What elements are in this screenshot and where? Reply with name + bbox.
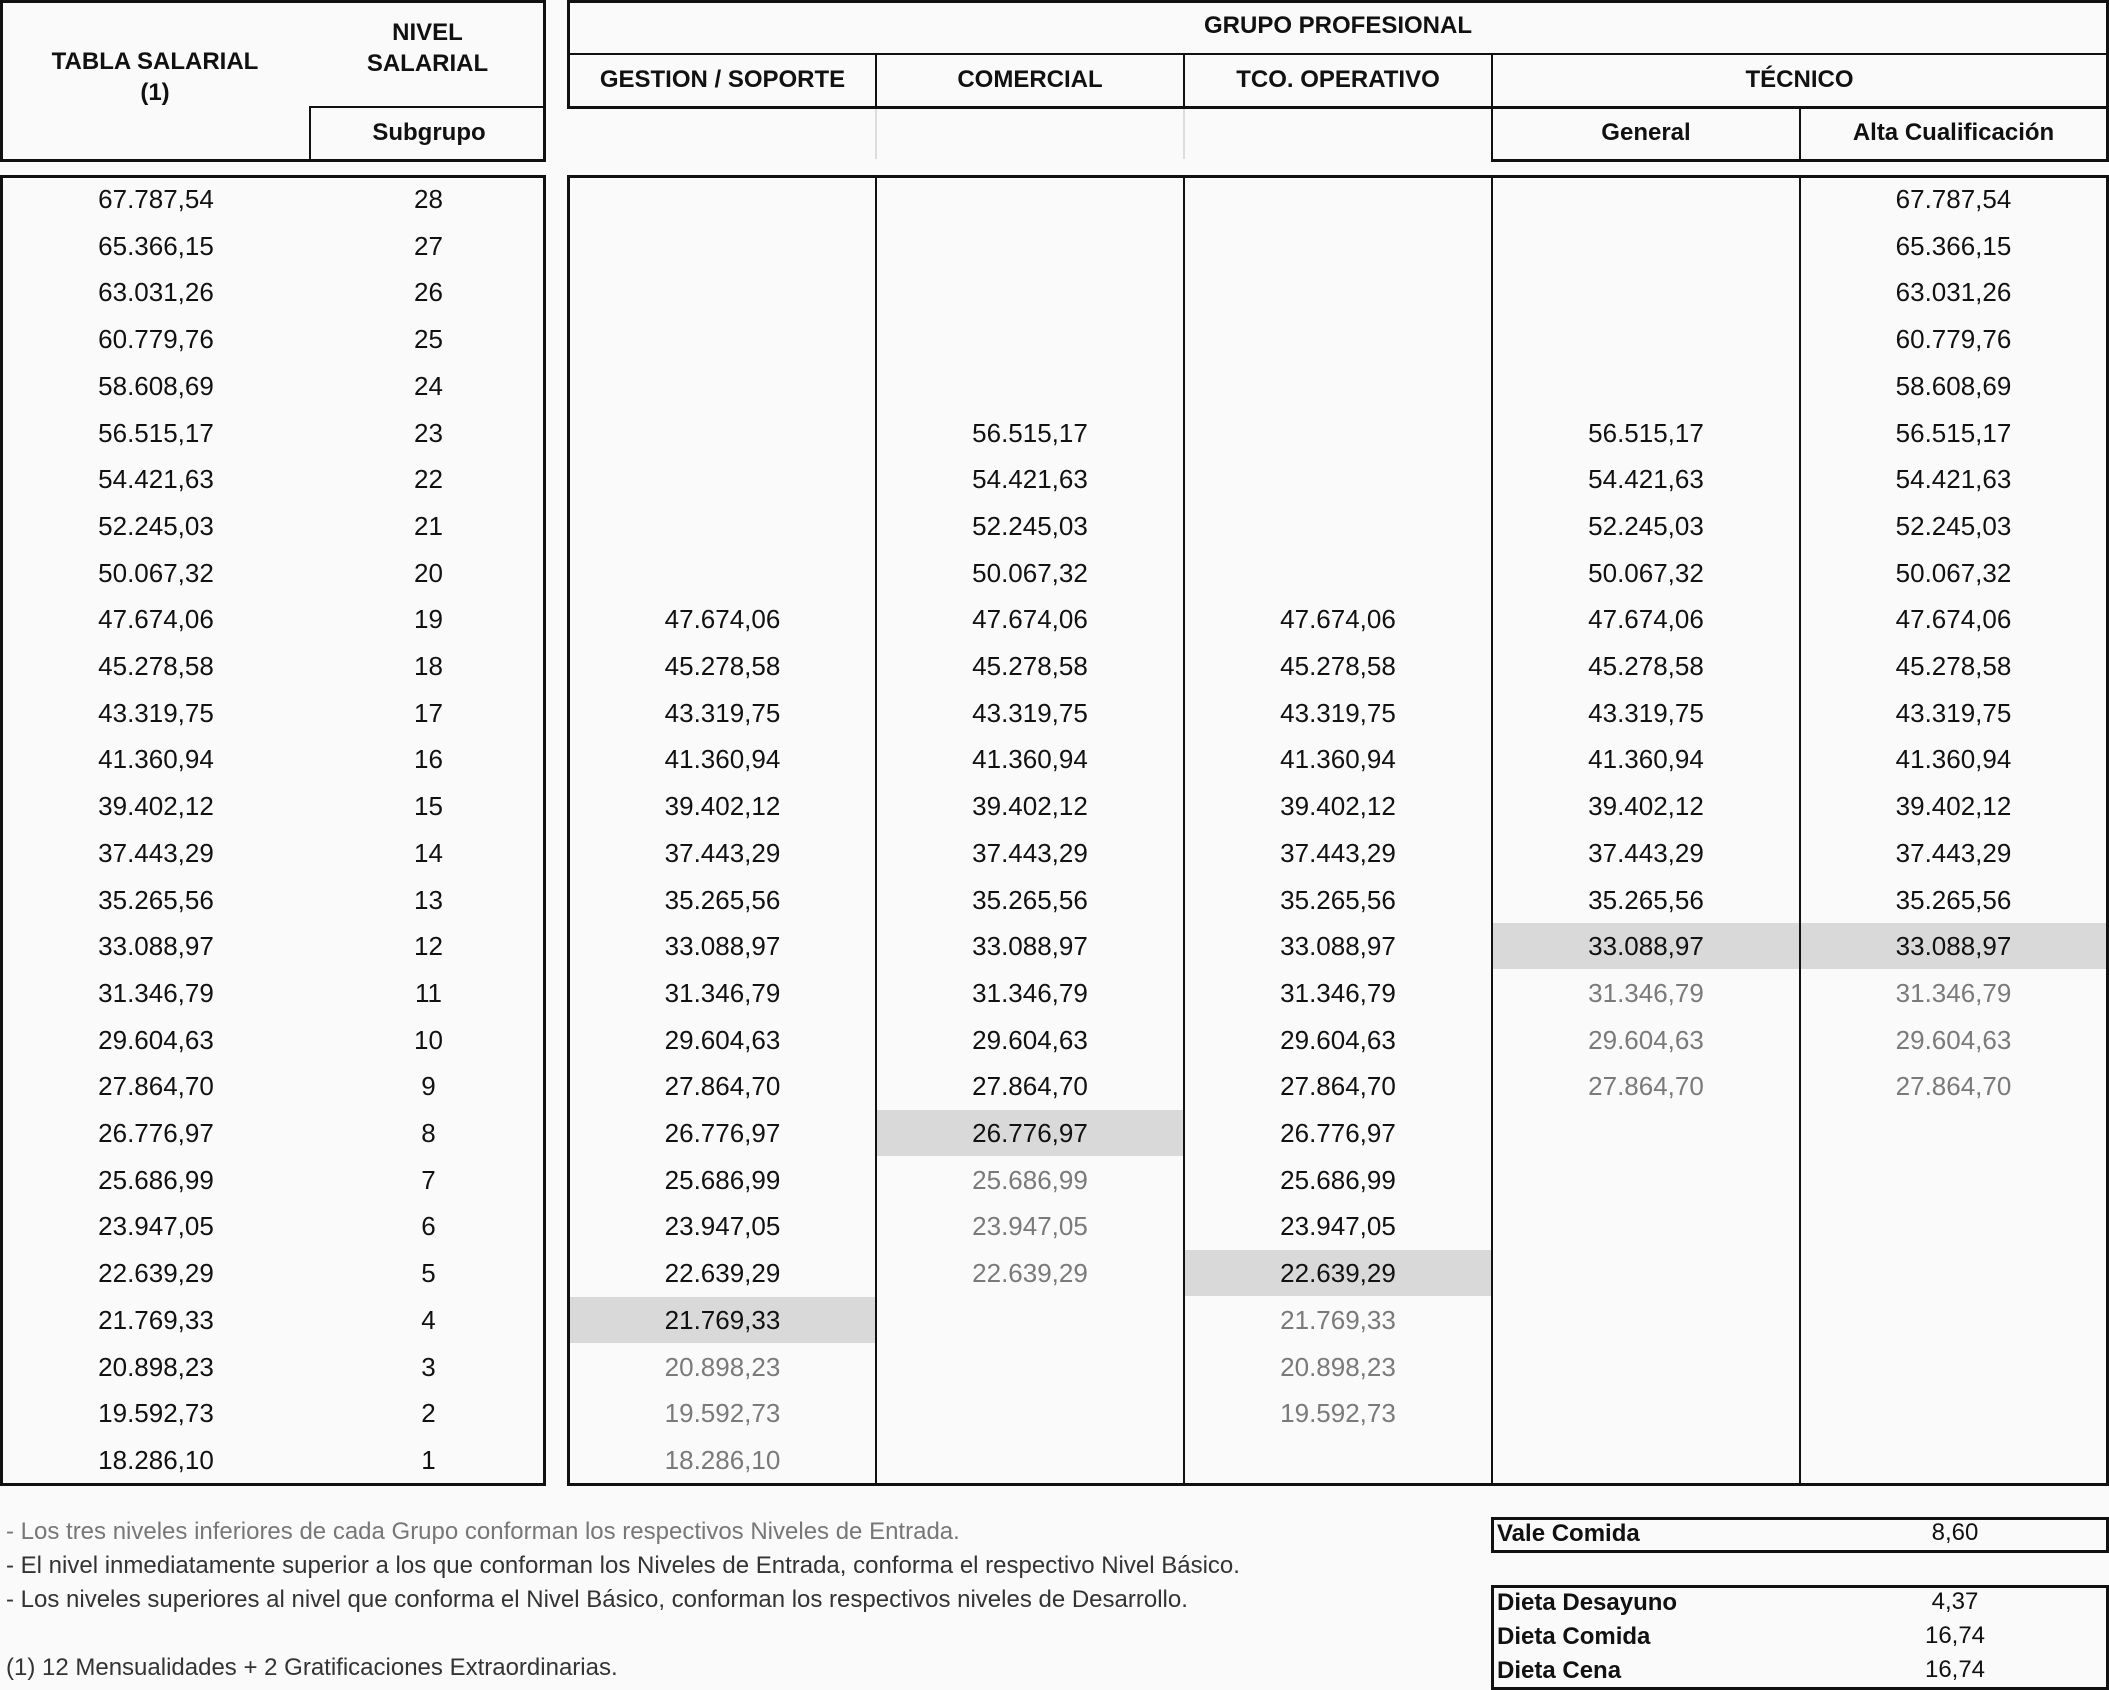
vale-comida-value: 8,60	[1931, 1519, 1979, 1546]
tco-cell: 29.604,63	[1280, 1024, 1396, 1055]
tco-cell: 20.898,23	[1280, 1351, 1396, 1382]
salary-cell: 67.787,54	[98, 184, 214, 214]
alta-cell: 43.319,75	[1895, 697, 2012, 728]
gestion-cell: 45.278,58	[664, 651, 781, 681]
alta-cell: 45.278,58	[1895, 651, 2012, 681]
comercial-cell: 41.360,94	[972, 744, 1088, 775]
salary-cell: 37.443,29	[98, 837, 214, 868]
salary-cell: 60.779,76	[98, 324, 214, 355]
comercial-cell: 56.515,17	[972, 417, 1088, 448]
gestion-cell: 31.346,79	[664, 977, 781, 1008]
nivel-cell: 8	[421, 1118, 436, 1148]
gestion-cell: 22.639,29	[664, 1258, 781, 1289]
left-header-divider	[309, 106, 311, 162]
alta-cell: 67.787,54	[1895, 184, 2012, 214]
nivel-cell: 25	[414, 324, 443, 355]
comercial-cell: 29.604,63	[972, 1024, 1088, 1055]
gestion-cell: 21.769,33	[570, 1297, 875, 1343]
general-cell: 29.604,63	[1588, 1024, 1704, 1055]
note-niveles-entrada: - Los tres niveles inferiores de cada Grupo conforman los respectivos Niveles de Entrada.	[6, 1518, 960, 1545]
general-cell: 41.360,94	[1588, 744, 1704, 775]
salary-cell: 31.346,79	[98, 977, 214, 1008]
tco-cell: 43.319,75	[1280, 697, 1396, 728]
salary-cell: 20.898,23	[98, 1351, 214, 1382]
alta-cell: 63.031,26	[1895, 277, 2012, 308]
tco-cell: 31.346,79	[1280, 977, 1396, 1008]
comercial-cell: 54.421,63	[972, 464, 1088, 495]
alta-cell: 65.366,15	[1895, 230, 2012, 261]
general-cell: 47.674,06	[1588, 604, 1704, 635]
dieta-cena-label: Dieta Cena	[1497, 1657, 1622, 1684]
general-cell: 54.421,63	[1588, 464, 1704, 495]
comercial-cell: 37.443,29	[972, 837, 1088, 868]
nivel-cell: 3	[421, 1351, 436, 1382]
gestion-cell: 35.265,56	[664, 884, 781, 915]
alta-cell: 27.864,70	[1895, 1071, 2012, 1102]
nivel-cell: 20	[414, 557, 443, 588]
salary-cell: 58.608,69	[98, 370, 214, 401]
dieta-desayuno-value: 4,37	[1931, 1588, 1979, 1615]
dieta-desayuno-label: Dieta Desayuno	[1497, 1589, 1678, 1616]
gestion-cell: 25.686,99	[664, 1164, 781, 1195]
tco-cell: 41.360,94	[1280, 744, 1396, 775]
salary-cell: 50.067,32	[98, 557, 214, 588]
general-cell: 56.515,17	[1588, 417, 1704, 448]
gestion-cell: 20.898,23	[664, 1351, 781, 1382]
note-mensualidades: (1) 12 Mensualidades + 2 Gratificaciones Extraordinarias.	[6, 1654, 618, 1681]
alta-cell: 52.245,03	[1895, 510, 2012, 541]
nivel-cell: 9	[421, 1071, 436, 1102]
alta-cell: 56.515,17	[1895, 417, 2012, 448]
note-nivel-basico: - El nivel inmediatamente superior a los que conforman los Niveles de Entrada, conforma el respectivo Nivel Básico.	[6, 1552, 1240, 1579]
salary-cell: 43.319,75	[98, 697, 214, 728]
gestion-cell: 18.286,10	[664, 1444, 781, 1475]
tco-cell: 21.769,33	[1280, 1304, 1396, 1335]
nivel-cell: 18	[414, 651, 443, 681]
gestion-cell: 26.776,97	[664, 1118, 781, 1148]
alta-cell: 50.067,32	[1895, 557, 2012, 588]
general-cell: 31.346,79	[1588, 977, 1704, 1008]
nivel-underline	[309, 106, 546, 108]
gestion-cell: 43.319,75	[664, 697, 781, 728]
general-cell: 27.864,70	[1588, 1071, 1704, 1102]
nivel-cell: 24	[414, 370, 443, 401]
gestion-cell: 29.604,63	[664, 1024, 781, 1055]
comercial-cell: 39.402,12	[972, 791, 1088, 822]
salary-cell: 23.947,05	[98, 1211, 214, 1242]
nivel-cell: 1	[421, 1444, 436, 1475]
nivel-cell: 4	[421, 1304, 436, 1335]
note-niveles-desarrollo: - Los niveles superiores al nivel que conforma el Nivel Básico, conforman los respectivos niveles de Desarrollo.	[6, 1586, 1188, 1613]
gestion-cell: 33.088,97	[664, 931, 781, 962]
grupo-profesional-heading: GRUPO PROFESIONAL	[1203, 12, 1473, 39]
alta-cell: 35.265,56	[1895, 884, 2012, 915]
general-cell: 45.278,58	[1588, 651, 1704, 681]
alta-cell: 33.088,97	[1801, 923, 2106, 969]
salary-cell: 56.515,17	[98, 417, 214, 448]
salary-cell: 63.031,26	[98, 277, 214, 308]
tco-operativo-heading: TCO. OPERATIVO	[1236, 66, 1440, 93]
nivel-cell: 28	[414, 184, 443, 214]
tco-cell: 35.265,56	[1280, 884, 1396, 915]
tco-cell: 26.776,97	[1280, 1118, 1396, 1148]
comercial-cell: 43.319,75	[972, 697, 1088, 728]
comercial-cell: 25.686,99	[972, 1164, 1088, 1195]
salary-cell: 27.864,70	[98, 1071, 214, 1102]
alta-cell: 41.360,94	[1895, 744, 2012, 775]
tco-cell: 22.639,29	[1185, 1250, 1491, 1296]
tco-cell: 19.592,73	[1280, 1398, 1396, 1429]
salary-cell: 19.592,73	[98, 1398, 214, 1429]
tabla-salarial-heading: TABLA SALARIAL (1)	[51, 48, 259, 106]
gestion-cell: 27.864,70	[664, 1071, 781, 1102]
nivel-salarial-heading: NIVEL SALARIAL	[366, 19, 489, 77]
nivel-cell: 12	[414, 931, 443, 962]
alta-cell: 37.443,29	[1895, 837, 2012, 868]
general-cell: 52.245,03	[1588, 510, 1704, 541]
gestion-cell: 37.443,29	[664, 837, 781, 868]
subgrupo-heading: Subgrupo	[372, 119, 486, 146]
salary-cell: 41.360,94	[98, 744, 214, 775]
dieta-comida-value: 16,74	[1924, 1622, 1986, 1649]
salary-cell: 26.776,97	[98, 1118, 214, 1148]
general-cell: 35.265,56	[1588, 884, 1704, 915]
nivel-cell: 13	[414, 884, 443, 915]
comercial-cell: 47.674,06	[972, 604, 1088, 635]
gestion-cell: 39.402,12	[664, 791, 781, 822]
comercial-cell: 35.265,56	[972, 884, 1088, 915]
general-cell: 37.443,29	[1588, 837, 1704, 868]
nivel-cell: 17	[414, 697, 443, 728]
tco-cell: 23.947,05	[1280, 1211, 1396, 1242]
salary-cell: 52.245,03	[98, 510, 214, 541]
tco-cell: 45.278,58	[1280, 651, 1396, 681]
salary-cell: 29.604,63	[98, 1024, 214, 1055]
alta-cell: 39.402,12	[1895, 791, 2012, 822]
salary-cell: 25.686,99	[98, 1164, 214, 1195]
nivel-cell: 21	[414, 510, 443, 541]
nivel-cell: 5	[421, 1258, 436, 1289]
comercial-cell: 45.278,58	[972, 651, 1088, 681]
salary-cell: 22.639,29	[98, 1258, 214, 1289]
hdr-faint-1	[875, 109, 877, 159]
comercial-cell: 33.088,97	[972, 931, 1088, 962]
tco-cell: 27.864,70	[1280, 1071, 1396, 1102]
general-cell: 43.319,75	[1588, 697, 1704, 728]
comercial-cell: 23.947,05	[972, 1211, 1088, 1242]
tco-cell: 25.686,99	[1280, 1164, 1396, 1195]
alta-cualificacion-heading: Alta Cualificación	[1852, 119, 2055, 146]
nivel-cell: 19	[414, 604, 443, 635]
salary-cell: 65.366,15	[98, 230, 214, 261]
comercial-cell: 26.776,97	[877, 1110, 1183, 1156]
salary-cell: 39.402,12	[98, 791, 214, 822]
dieta-comida-label: Dieta Comida	[1497, 1623, 1651, 1650]
grupo-underline	[567, 53, 2109, 55]
salary-cell: 35.265,56	[98, 884, 214, 915]
nivel-cell: 2	[421, 1398, 436, 1429]
alta-cell: 47.674,06	[1895, 604, 2012, 635]
tecnico-heading: TÉCNICO	[1745, 66, 1854, 93]
hdr-faint-2	[1183, 109, 1185, 159]
alta-cell: 31.346,79	[1895, 977, 2012, 1008]
alta-cell: 29.604,63	[1895, 1024, 2012, 1055]
general-cell: 33.088,97	[1493, 923, 1799, 969]
nivel-cell: 14	[414, 837, 443, 868]
nivel-cell: 26	[414, 277, 443, 308]
gestion-cell: 47.674,06	[664, 604, 781, 635]
salary-cell: 47.674,06	[98, 604, 214, 635]
general-heading: General	[1601, 119, 1691, 146]
comercial-cell: 31.346,79	[972, 977, 1088, 1008]
nivel-cell: 15	[414, 791, 443, 822]
tecnico-bottom-line	[1491, 159, 2109, 162]
gestion-heading: GESTION / SOPORTE	[599, 66, 846, 93]
nivel-cell: 6	[421, 1211, 436, 1242]
nivel-cell: 11	[415, 977, 442, 1008]
comercial-heading: COMERCIAL	[957, 66, 1103, 93]
comercial-cell: 22.639,29	[972, 1258, 1088, 1289]
gestion-cell: 23.947,05	[664, 1211, 781, 1242]
comercial-cell: 50.067,32	[972, 557, 1088, 588]
nivel-cell: 16	[414, 744, 443, 775]
salary-cell: 18.286,10	[98, 1444, 214, 1475]
nivel-cell: 10	[414, 1024, 443, 1055]
tco-cell: 33.088,97	[1280, 931, 1396, 962]
gestion-cell: 41.360,94	[664, 744, 781, 775]
general-cell: 39.402,12	[1588, 791, 1704, 822]
alta-cell: 60.779,76	[1895, 324, 2012, 355]
alta-cell: 58.608,69	[1895, 370, 2012, 401]
tco-cell: 37.443,29	[1280, 837, 1396, 868]
comercial-cell: 27.864,70	[972, 1071, 1088, 1102]
nivel-cell: 27	[414, 230, 443, 261]
general-cell: 50.067,32	[1588, 557, 1704, 588]
comercial-cell: 52.245,03	[972, 510, 1088, 541]
nivel-cell: 22	[414, 464, 443, 495]
dieta-cena-value: 16,74	[1924, 1656, 1986, 1683]
vale-comida-label: Vale Comida	[1497, 1520, 1640, 1547]
salary-cell: 33.088,97	[98, 931, 214, 962]
salary-cell: 21.769,33	[98, 1304, 214, 1335]
alta-cell: 54.421,63	[1895, 464, 2012, 495]
gestion-cell: 19.592,73	[664, 1398, 781, 1429]
salary-cell: 54.421,63	[98, 464, 214, 495]
tco-cell: 39.402,12	[1280, 791, 1396, 822]
tco-cell: 47.674,06	[1280, 604, 1396, 635]
nivel-cell: 23	[414, 417, 443, 448]
nivel-cell: 7	[421, 1164, 436, 1195]
salary-cell: 45.278,58	[98, 651, 214, 681]
